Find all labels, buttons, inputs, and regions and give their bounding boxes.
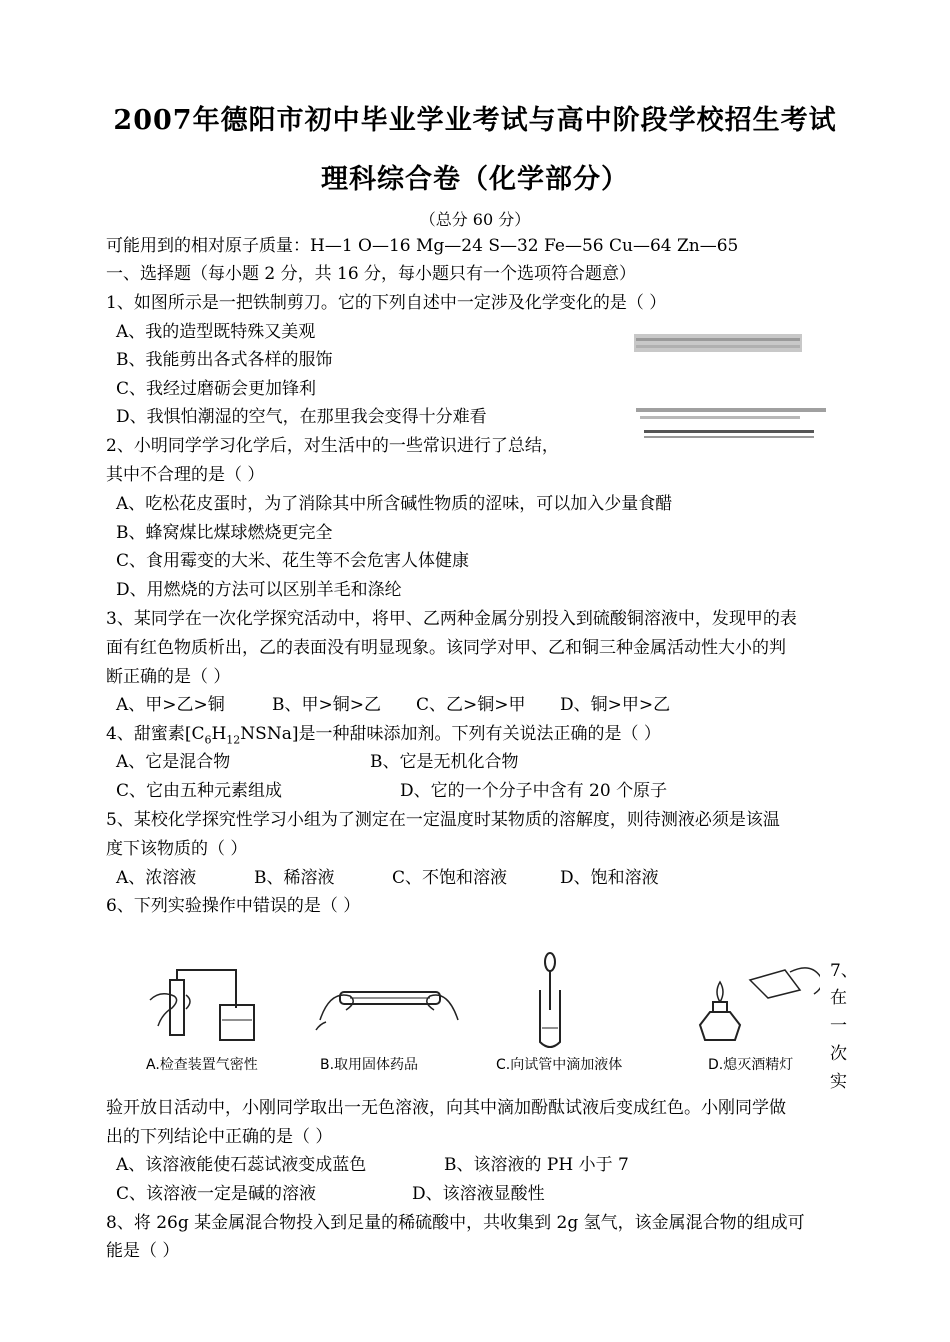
section-heading: 一、选择题（每小题 2 分，共 16 分，每小题只有一个选项符合题意）: [106, 264, 637, 284]
exam-title: 2007年德阳市初中毕业学业考试与高中阶段学校招生考试: [113, 105, 837, 136]
question-7-stem-1: 验开放日活动中，小刚同学取出一无色溶液，向其中滴加酚酞试液后变成红色。小刚同学做: [106, 1098, 786, 1118]
question-4-option-c: C、它由五种元素组成: [116, 781, 283, 801]
question-5-option-d: D、饱和溶液: [560, 868, 659, 888]
question-8-stem-2: 能是（ ）: [106, 1241, 180, 1261]
question-3-stem-1: 3、某同学在一次化学探究活动中，将甲、乙两种金属分别投入到硫酸铜溶液中，发现甲的表: [106, 609, 797, 629]
question-7-vertical-3: 一: [830, 1016, 847, 1036]
question-1-option-b: B、我能剪出各式各样的服饰: [116, 350, 333, 370]
question-3-option-b: B、甲>铜>乙: [272, 695, 381, 715]
scissors-image: [630, 330, 830, 450]
solid-reagent-illustration: [316, 992, 458, 1030]
alcohol-lamp-illustration: [700, 968, 820, 1040]
question-2-stem-1: 2、小明同学学习化学后，对生活中的一些常识进行了总结，: [106, 436, 559, 456]
question-5-option-c: C、不饱和溶液: [392, 868, 508, 888]
question-5-option-a: A、浓溶液: [116, 868, 197, 888]
question-7-option-c: C、该溶液一定是碱的溶液: [116, 1184, 317, 1204]
question-3-stem-3: 断正确的是（ ）: [106, 667, 231, 687]
question-2-option-a: A、吃松花皮蛋时，为了消除其中所含碱性物质的涩味，可以加入少量食醋: [116, 494, 673, 514]
airtightness-check-illustration: [150, 970, 254, 1040]
dropper-illustration: [540, 953, 560, 1047]
question-7-option-d: D、该溶液显酸性: [412, 1184, 545, 1204]
question-4-option-d: D、它的一个分子中含有 20 个原子: [400, 781, 668, 801]
question-2-option-b: B、蜂窝煤比煤球燃烧更完全: [116, 523, 333, 543]
figure-caption-a: A.检查装置气密性: [146, 1057, 258, 1073]
figure-caption-d: D.熄灭酒精灯: [708, 1057, 794, 1073]
question-1-option-d: D、我惧怕潮湿的空气，在那里我会变得十分难看: [116, 407, 487, 427]
question-1-stem: 1、如图所示是一把铁制剪刀。它的下列自述中一定涉及化学变化的是（ ）: [106, 293, 667, 313]
question-7-option-b: B、该溶液的 PH 小于 7: [444, 1155, 629, 1175]
question-7-stem-2: 出的下列结论中正确的是（ ）: [106, 1127, 333, 1147]
question-4-stem: 4、甜蜜素$[C_6H_{12}NSNa]$是一种甜味添加剂。下列有关说法正确的是（ ）: [106, 724, 661, 747]
question-6-stem: 6、下列实验操作中错误的是（ ）: [106, 896, 361, 916]
question-8-stem-1: 8、将 26g 某金属混合物投入到足量的稀硫酸中，共收集到 2g 氢气，该金属混合物的组成可: [106, 1213, 805, 1233]
question-3-option-a: A、甲>乙>铜: [116, 695, 225, 715]
question-2-option-c: C、食用霉变的大米、花生等不会危害人体健康: [116, 551, 470, 571]
question-5-stem-2: 度下该物质的（ ）: [106, 839, 248, 859]
question-4-option-a: A、它是混合物: [116, 752, 231, 772]
question-7-vertical-5: 实: [830, 1072, 847, 1092]
question-2-option-d: D、用燃烧的方法可以区别羊毛和涤纶: [116, 580, 402, 600]
question-3-stem-2: 面有红色物质析出，乙的表面没有明显现象。该同学对甲、乙和铜三种金属活动性大小的判: [106, 638, 786, 658]
figure-caption-b: B.取用固体药品: [320, 1057, 419, 1073]
question-5-stem-1: 5、某校化学探究性学习小组为了测定在一定温度时某物质的溶解度，则待测液必须是该温: [106, 810, 780, 830]
question-3-option-d: D、铜>甲>乙: [560, 695, 671, 715]
question-1-option-a: A、我的造型既特殊又美观: [116, 322, 316, 342]
exam-subtitle: 理科综合卷（化学部分）: [321, 164, 629, 195]
question-1-option-c: C、我经过磨砺会更加锋利: [116, 379, 317, 399]
question-5-option-b: B、稀溶液: [254, 868, 335, 888]
question-7-option-a: A、该溶液能使石蕊试液变成蓝色: [116, 1155, 367, 1175]
figure-caption-c: C.向试管中滴加液体: [496, 1057, 623, 1073]
question-2-stem-2: 其中不合理的是（ ）: [106, 465, 265, 485]
question-3-option-c: C、乙>铜>甲: [416, 695, 526, 715]
lab-operations-figure: [140, 950, 820, 1055]
question-7-vertical-1: 7、: [830, 961, 858, 981]
question-4-option-b: B、它是无机化合物: [370, 752, 519, 772]
total-score: （总分 60 分）: [419, 210, 531, 229]
atomic-masses: 可能用到的相对原子质量：H—1 O—16 Mg—24 S—32 Fe—56 Cu—64 Zn—65: [106, 236, 739, 256]
question-7-vertical-4: 次: [830, 1044, 847, 1064]
question-7-vertical-2: 在: [830, 988, 847, 1008]
